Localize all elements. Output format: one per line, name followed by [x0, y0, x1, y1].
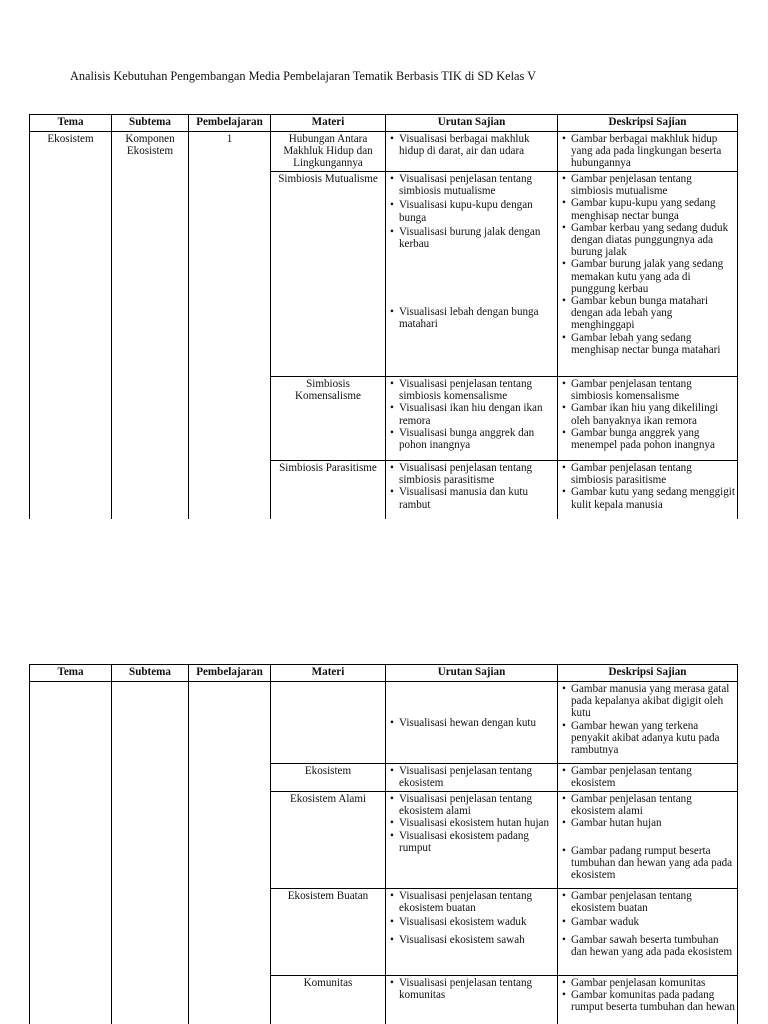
list-item: • Visualisasi ikan hiu dengan ikan remora [386, 402, 557, 426]
list-item: • Visualisasi ekosistem padang rumput [386, 830, 557, 854]
cell-urutan-sajian [386, 682, 558, 764]
cell-tema [30, 682, 112, 1024]
cell-urutan-sajian [386, 792, 558, 889]
header-materi: Materi [271, 665, 386, 682]
header-subtema: Subtema [112, 665, 189, 682]
analysis-table-page2 [29, 664, 738, 1024]
header-materi: Materi [271, 115, 386, 132]
header-deskripsi-sajian: Deskripsi Sajian [558, 665, 738, 682]
header-pembelajaran: Pembelajaran [189, 665, 271, 682]
header-deskripsi-sajian: Deskripsi Sajian [558, 115, 738, 132]
cell-deskripsi-sajian [558, 682, 738, 764]
list-item: • Gambar kupu-kupu yang sedang menghisap nectar bunga [558, 197, 737, 221]
list-item: • Gambar hewan yang terkena penyakit akibat adanya kutu pada rambutnya [558, 720, 737, 757]
list-item: • Gambar waduk [558, 916, 737, 928]
list-item: • Gambar kerbau yang sedang duduk dengan diatas punggungnya ada burung jalak [558, 222, 737, 259]
cell-urutan-sajian [386, 976, 558, 1024]
list-item: • Visualisasi bunga anggrek dan pohon inangnya [386, 427, 557, 451]
header-tema: Tema [30, 665, 112, 682]
cell-deskripsi-sajian [558, 976, 738, 1024]
cell-deskripsi-sajian [558, 792, 738, 889]
header-urutan-sajian: Urutan Sajian [386, 665, 558, 682]
list-item: • Gambar kebun bunga matahari dengan ada lebah yang menghinggapi [558, 295, 737, 332]
cell-deskripsi-sajian [558, 764, 738, 792]
list-item: • Visualisasi penjelasan tentang simbiosis mutualisme [386, 173, 557, 197]
list-item: • Visualisasi penjelasan tentang komunitas [386, 977, 557, 1001]
table-header-row [30, 665, 738, 682]
cell-materi: Simbiosis Mutualisme [271, 172, 386, 377]
header-tema: Tema [30, 115, 112, 132]
cell-urutan-sajian [386, 889, 558, 976]
list-item: • Visualisasi penjelasan tentang simbiosis komensalisme [386, 378, 557, 402]
cell-urutan-sajian [386, 764, 558, 792]
cell-materi: Hubungan Antara Makhluk Hidup dan Lingkungannya [271, 132, 386, 172]
cell-materi [271, 682, 386, 764]
list-item: • Gambar penjelasan tentang ekosistem [558, 765, 737, 789]
cell-materi: Ekosistem [271, 764, 386, 792]
list-item: • Gambar penjelasan tentang ekosistem alami [558, 793, 737, 817]
cell-materi: Simbiosis Parasitisme [271, 461, 386, 520]
cell-subtema: Komponen Ekosistem [112, 132, 189, 520]
list-item: • Visualisasi ekosistem sawah [386, 934, 557, 946]
list-item: • Visualisasi manusia dan kutu rambut [386, 486, 557, 510]
list-item: • Visualisasi berbagai makhluk hidup di darat, air dan udara [386, 133, 557, 157]
cell-materi: Simbiosis Komensalisme [271, 377, 386, 461]
list-item: • Gambar komunitas pada padang rumput beserta tumbuhan dan hewan [558, 989, 737, 1013]
list-item: • Visualisasi penjelasan tentang ekosistem alami [386, 793, 557, 817]
header-pembelajaran: Pembelajaran [189, 115, 271, 132]
list-item: • Gambar burung jalak yang sedang memakan kutu yang ada di punggung kerbau [558, 258, 737, 295]
list-item: • Gambar penjelasan tentang ekosistem buatan [558, 890, 737, 914]
cell-tema: Ekosistem [30, 132, 112, 520]
cell-pembelajaran: 1 [189, 132, 271, 520]
cell-materi: Ekosistem Alami [271, 792, 386, 889]
list-item: • Gambar manusia yang merasa gatal pada kepalanya akibat digigit oleh kutu [558, 683, 737, 720]
list-item: • Gambar kutu yang sedang menggigit kulit kepala manusia [558, 486, 737, 510]
cell-subtema [112, 682, 189, 1024]
cell-materi: Komunitas [271, 976, 386, 1024]
list-item: • Gambar bunga anggrek yang menempel pada pohon inangnya [558, 427, 737, 451]
list-item: • Gambar sawah beserta tumbuhan dan hewan yang ada pada ekosistem [558, 934, 737, 958]
list-item: • Gambar penjelasan komunitas [558, 977, 737, 989]
list-item: • Gambar lebah yang sedang menghisap nectar bunga matahari [558, 332, 737, 356]
list-item: • Gambar ikan hiu yang dikelilingi oleh banyaknya ikan remora [558, 402, 737, 426]
list-item: • Gambar penjelasan tentang simbiosis parasitisme [558, 462, 737, 486]
list-item: • Visualisasi ekosistem waduk [386, 916, 557, 928]
document-title: Analisis Kebutuhan Pengembangan Media Pembelajaran Tematik Berbasis TIK di SD Kelas V [70, 69, 536, 83]
list-item: • Gambar penjelasan tentang simbiosis mutualisme [558, 173, 737, 197]
list-item: • Gambar hutan hujan [558, 817, 737, 829]
list-item: • Gambar padang rumput beserta tumbuhan dan hewan yang ada pada ekosistem [558, 845, 737, 882]
list-item: • Visualisasi burung jalak dengan kerbau [386, 226, 557, 250]
list-item: • Gambar penjelasan tentang simbiosis komensalisme [558, 378, 737, 402]
header-subtema: Subtema [112, 115, 189, 132]
list-item: • Visualisasi lebah dengan bunga matahari [386, 306, 557, 330]
list-item: • Visualisasi penjelasan tentang simbiosis parasitisme [386, 462, 557, 486]
list-item: • Visualisasi penjelasan tentang ekosistem [386, 765, 557, 789]
list-item: • Visualisasi hewan dengan kutu [386, 717, 557, 729]
cell-materi: Ekosistem Buatan [271, 889, 386, 976]
list-item: • Gambar berbagai makhluk hidup yang ada pada lingkungan beserta hubungannya [558, 133, 737, 170]
cell-pembelajaran [189, 682, 271, 1024]
list-item: • Visualisasi kupu-kupu dengan bunga [386, 199, 557, 223]
cell-deskripsi-sajian [558, 889, 738, 976]
header-urutan-sajian: Urutan Sajian [386, 115, 558, 132]
list-item: • Visualisasi penjelasan tentang ekosistem buatan [386, 890, 557, 914]
list-item: • Visualisasi ekosistem hutan hujan [386, 817, 557, 829]
table-row [30, 682, 738, 764]
